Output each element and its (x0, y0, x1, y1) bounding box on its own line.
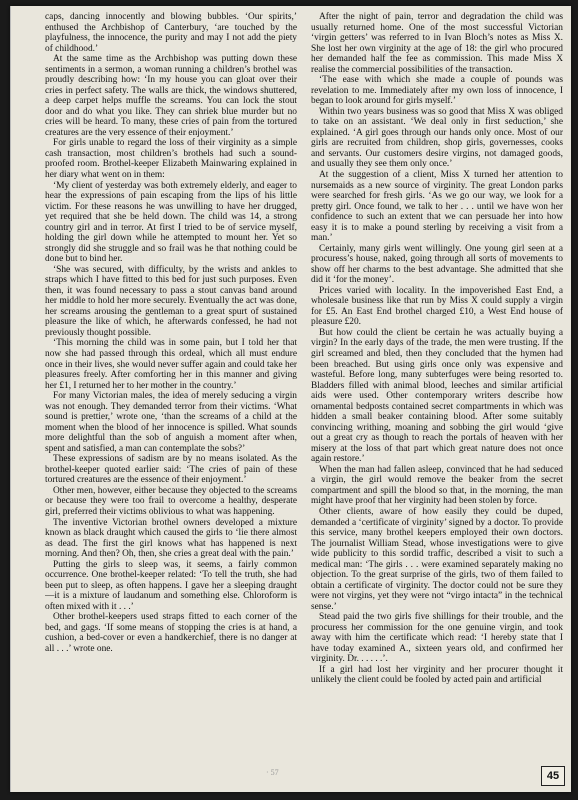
page-number: 45 (541, 766, 565, 786)
paragraph: Putting the girls to sleep was, it seems, a fairly common occurrence. One brothel-keeper related: ‘To tell the truth, she had been put to sleep, as often happens. I gave her a sleeping draught—it is a mixture of laudanum and something else. Chloroform is often mixed with it . . .’ (45, 559, 297, 612)
paragraph: Within two years business was so good that Miss X was obliged to take on an assistant. ‘We deal only in first seduction,’ she explained. ‘A girl goes through our hands only once. Most of our girls are recruited from children, shop girls, governesses, cooks and servants. Our customers desire virgins, not damaged goods, and usually they see them only once.’ (311, 106, 563, 170)
paragraph: Other brothel-keepers used straps fitted to each corner of the bed, and gags. ‘If some means of stopping the cries is at hand, a cushion, a bed-cover or even a handkerchief, there is no danger at all . . .’ wrote one. (45, 612, 297, 654)
paragraph: At the suggestion of a client, Miss X turned her attention to nursemaids as a new source of virginity. The great London parks were searched for fresh girls. ‘As we go our way, we look for a pretty girl. Once found, we talk to her . . . until we have won her confidence to such an extent that we can persuade her into how easy it is to make a pound sterling by receiving a visit from a man.’ (311, 169, 563, 244)
paragraph: Certainly, many girls went willingly. One young girl seen at a procuress’s house, naked, going through all sorts of movements to show off her charms to the best advantage. She admitted that she did it ‘for the money’. (311, 243, 563, 286)
paragraph: ‘This morning the child was in some pain, but I told her that now she had passed through this ordeal, which all must endure once in their lives, she would never suffer again and could take her pleasures freely. After comforting her in this manner and giving her £1, I returned her to her mother in the country.’ (45, 338, 297, 391)
paragraph: The inventive Victorian brothel owners developed a mixture known as black draught which caused the girls to ‘lie there almost as dead. The first the girl knows what has happened is next morning. And then? Oh, then, she cries a great deal with the pain.’ (45, 517, 297, 560)
magazine-page (10, 6, 571, 792)
paragraph: But how could the client be certain he was actually buying a virgin? In the early days of the trade, the men were trusting. If the girl screamed and bled, then they concluded that the hymen had been breached. But using girls once only was expensive and wasteful. Before long, many subterfuges were being resorted to. Bladders filled with animal blood, leeches and similar artificial aids were used. Other contemporary writers describe how ornamental bedposts contained secret compartments in which was hidden a small beaker containing blood. After some suitably convincing writhing, moaning and sobbing the girl would ‘give out a great cry as though to reach the portals of heaven with her misery at the loss of that part which great nature does not once again restore.’ (311, 327, 563, 465)
page-smudge: · 57 (266, 768, 279, 777)
paragraph: Other men, however, either because they objected to the screams or because they were too frail to overcome a healthy, desperate girl, preferred their victims oblivious to what was happening. (45, 485, 297, 517)
paragraph: These expressions of sadism are by no means isolated. As the brothel-keeper quoted earlier said: ‘The cries of pain of these tortured creatures are the essence of their enjoyment.’ (45, 454, 297, 486)
paragraph: If a girl had lost her virginity and her procurer thought it unlikely the client could be fooled by acted pain and artificial (311, 664, 563, 686)
paragraph: caps, dancing innocently and blowing bubbles. ‘Our spirits,’ enthused the Archbishop of Canterbury, ‘are touched by the playfulness, the innocence, the purity and may I not add the piety of childhood.’ (45, 12, 297, 54)
paragraph: For many Victorian males, the idea of merely seducing a virgin was not enough. They demanded terror from their victims. ‘What sound is prettier,’ wrote one, ‘than the screams of a child at the moment when the blood of her innocence is spilled. What sounds more delightful than the sob of anguish a moment after when, spent and satisfied, a man can contemplate the sobs?’ (45, 391, 297, 454)
right-column (311, 12, 563, 774)
paragraph: Stead paid the two girls five shillings for their trouble, and the procuress her commission for the one genuine virgin, and took away with him the certificate which read: ‘I hereby state that I have today examined A., sixteen years old, and confirmed her virginity. Dr. . . . . .’. (311, 612, 563, 665)
paragraph: ‘My client of yesterday was both extremely elderly, and eager to hear the expressions of pain escaping from the lips of his little victim. For these reasons he was unwilling to have her drugged, yet required that she be held down. The child was 14, a strong country girl and in terror. At first I tried to be of service myself, holding the girl down while he attempted to mount her. Yet so strongly did she struggle and so frail was he that nothing could be done but to bind her. (45, 180, 297, 265)
paragraph: ‘The ease with which she made a couple of pounds was revelation to me. Immediately after my own loss of innocence, I began to look around for girls myself.’ (311, 75, 563, 107)
left-column (45, 12, 297, 774)
paragraph: ‘She was secured, with difficulty, by the wrists and ankles to straps which I have fitted to this bed for just such purposes. Even then, it was found necessary to pass a stout canvas band around her middle to hold her more securely. Eventually the act was done, her screams arousing the gentleman to a great spurt of sustained pleasure the like of which, he afterwards confessed, he had not previously thought possible. (45, 264, 297, 338)
paragraph: After the night of pain, terror and degradation the child was usually returned home. One of the most successful Victorian ‘virgin getters’ was referred to in Ivan Bloch’s notes as Miss X. She lost her own virginity at the age of 18: the girl who procured her demanded half the fee as commission. This made Miss X realise the commercial possibilities of the transaction. (311, 12, 563, 75)
paragraph: Prices varied with locality. In the impoverished East End, a wholesale business like that run by Miss X could supply a virgin for £5. An East End brothel charged £10, a West End house of pleasure £20. (311, 285, 563, 328)
paragraph: Other clients, aware of how easily they could be duped, demanded a ‘certificate of virginity’ signed by a doctor. To provide this service, many brothel keepers employed their own doctors. The journalist William Stead, whose investigations were to give wide publicity to this sordid traffic, described a visit to such a medical man: ‘The girls . . . were examined separately making no objection. To the great surprise of the girls, two of them failed to obtain a certificate of virginity. The doctor could not be sure they were not virgins, yet they were not “virgo intacta” in the technical sense.’ (311, 506, 563, 612)
paragraph: When the man had fallen asleep, convinced that he had seduced a virgin, the girl would remove the beaker from the secret compartment and spill the blood so that, in the morning, the man might have proof that her virginity had been stolen by force. (311, 464, 563, 507)
paragraph: At the same time as the Archbishop was putting down these sentiments in a sermon, a woman running a children’s brothel was proudly describing how: ‘In my house you can gloat over their cries in perfect safety. The walls are thick, the windows shuttered, a deep carpet helps muffle the screams. You can lock the stout door and do what you like. They can shriek blue murder but no cries will be heard. To many, these cries of pain from the tortured creatures are the very essence of their enjoyment.’ (45, 54, 297, 138)
paragraph: For girls unable to regard the loss of their virginity as a simple cash transaction, most children’s brothels had such a sound-proofed room. Brothel-keeper Elizabeth Mainwaring explained in her diary what went on in them: (45, 138, 297, 180)
